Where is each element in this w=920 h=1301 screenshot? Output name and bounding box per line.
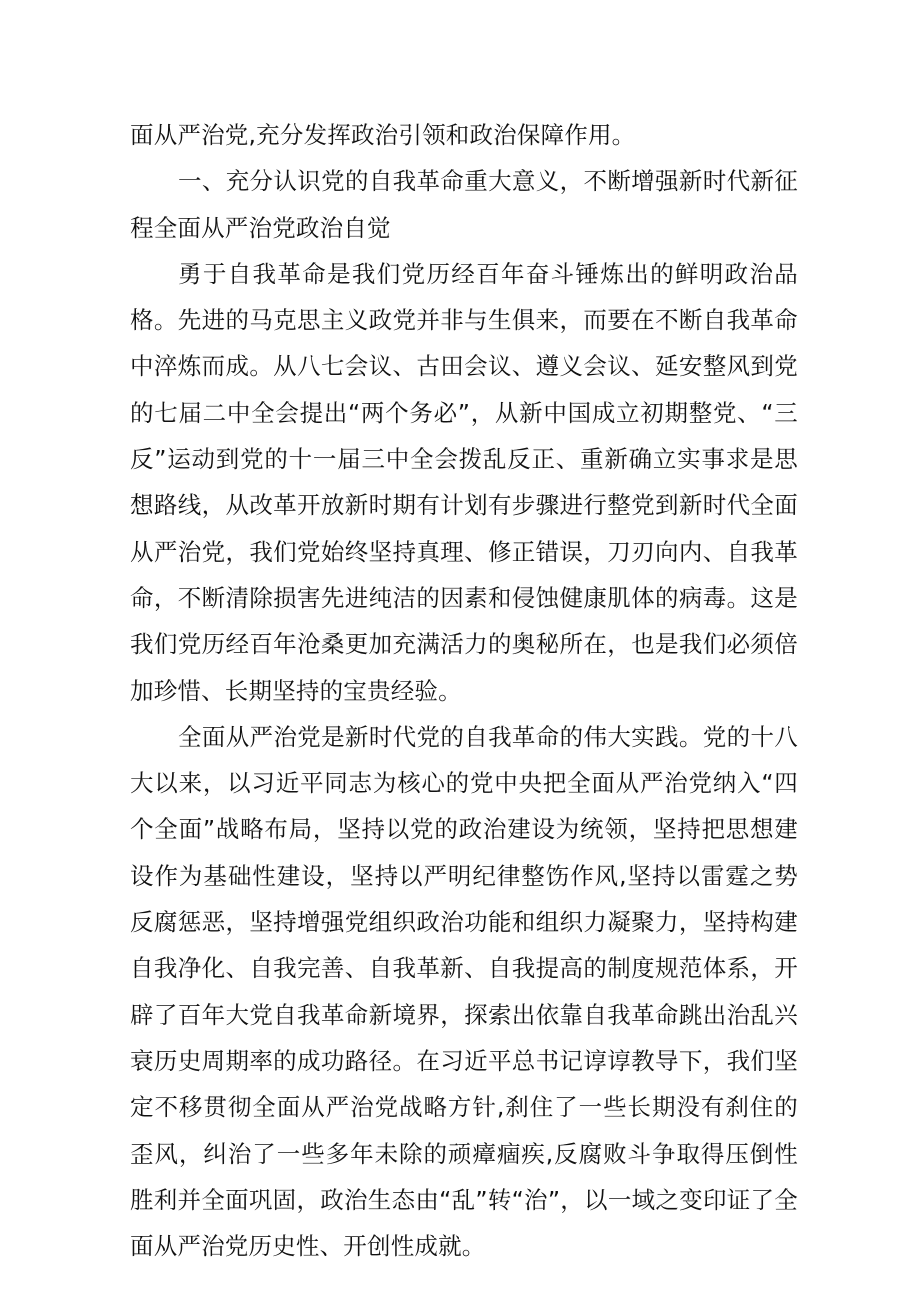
paragraph-strict-governance: 全面从严治党是新时代党的自我革命的伟大实践。党的十八大以来，以习近平同志为核心的党中央把全面从严治党纳入“四个全面”战略布局，坚持以党的政治建设为统领，坚持把思想建设作为基础性建设，坚持以严明纪律整饬作风,坚持以雷霆之势反腐惩恶，坚持增强党组织政治功能和组织力凝聚力，坚持构建自我净化、自我完善、自我革新、自我提高的制度规范体系，开辟了百年大党自我革命新境界，探索出依靠自我革命跳出治乱兴衰历史周期率的成功路径。在习近平总书记谆谆教导下，我们坚定不移贯彻全面从严治党战略方针,刹住了一些长期没有刹住的歪风，纠治了一些多年未除的顽瘴痼疾,反腐败斗争取得压倒性胜利并全面巩固，政治生态由“乱”转“治”，以一域之变印证了全面从严治党历史性、开创性成就。 <box>130 722 798 1261</box>
paragraph-continuation: 面从严治党,充分发挥政治引领和政治保障作用。 <box>130 121 636 149</box>
section-heading: 一、充分认识党的自我革命重大意义，不断增强新时代新征程全面从严治党政治自觉 <box>130 167 798 242</box>
paragraph-self-revolution: 勇于自我革命是我们党历经百年奋斗锤炼出的鲜明政治品格。先进的马克思主义政党并非与生俱来，而要在不断自我革命中淬炼而成。从八七会议、古田会议、遵义会议、延安整风到党的七届二中全会提出“两个务必”，从新中国成立初期整党、“三反”运动到党的十一届三中全会拨乱反正、重新确立实事求是思想路线，从改革开放新时期有计划有步骤进行整党到新时代全面从严治党，我们党始终坚持真理、修正错误，刀刃向内、自我革命，不断清除损害先进纯洁的因素和侵蚀健康肌体的病毒。这是我们党历经百年沧桑更加充满活力的奥秘所在，也是我们必须倍加珍惜、长期坚持的宝贵经验。 <box>130 259 798 705</box>
document-body <box>130 112 798 1269</box>
